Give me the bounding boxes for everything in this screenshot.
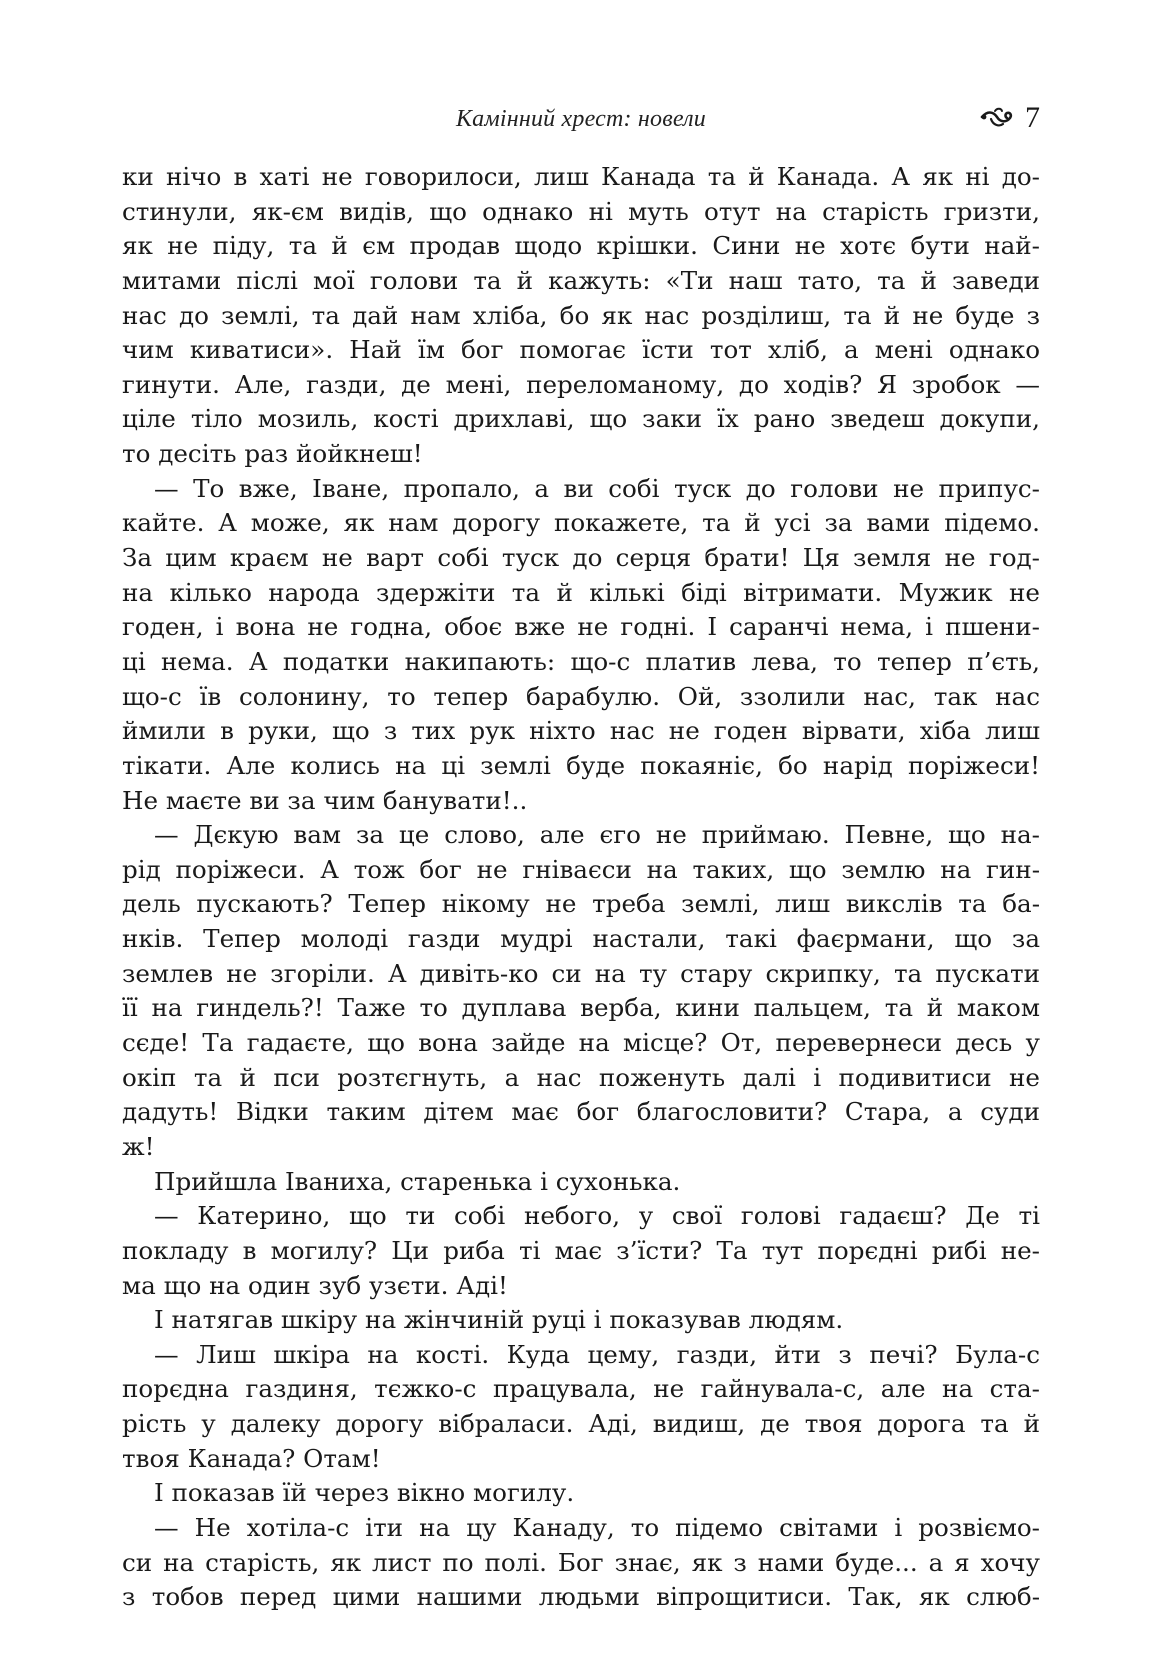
text-line: митами післі мої голови та й кажуть: «Ти наш тато, та й заведи	[122, 265, 1040, 295]
text-line: тікати. Але колись на ці землі буде покаяніє, бо нарід поріжеси!	[122, 750, 1040, 780]
text-line: нас до землі, та дай нам хліба, бо як нас розділиш, та й не буде з	[122, 300, 1040, 330]
text-line: За цим краєм не варт собі туск до серця брати! Ця земля не год-	[122, 543, 1040, 573]
text-line: Прийшла Іваниха, старенька і сухонька.	[154, 1166, 681, 1196]
text-line: — Лиш шкіра на кості. Куда цему, газди, йти з печі? Була-с	[154, 1339, 1040, 1369]
text-line: си на старість, як лист по полі. Бог знає, як з нами буде... а я хочу	[122, 1547, 1040, 1577]
text-line: годен, і вона не годна, обоє вже не годні. І саранчі нема, і пшени-	[122, 612, 1040, 642]
text-line: окіп та й пси розтєгнуть, а нас поженуть далі і подивитиси не	[122, 1062, 1040, 1092]
text-line: твоя Канада? Отам!	[122, 1443, 381, 1473]
text-line: сєде! Та гадаєте, що вона зайде на місце? От, перевернеси десь у	[122, 1028, 1040, 1058]
text-line: покладу в могилу? Ци риба ті має з’їсти? Та тут порєдні рибі не-	[122, 1235, 1040, 1265]
text-line: — То вже, Іване, пропало, а ви собі туск до голови не припус-	[154, 473, 1040, 503]
text-line: ма що на один зуб узєти. Аді!	[122, 1270, 508, 1300]
text-line: дель пускають? Тепер нікому не треба землі, лиш викслів та ба-	[122, 889, 1040, 919]
text-line: рість у далеку дорогу вібралаcи. Аді, видиш, де твоя дорога та й	[122, 1409, 1040, 1439]
text-line: порєдна газдиня, тєжко-с працувала, не гайнувала-с, але на ста-	[122, 1374, 1040, 1404]
flourish-ornament-icon	[979, 105, 1017, 131]
text-line: — Дєкую вам за це слово, але єго не приймаю. Певне, що на-	[154, 820, 1040, 850]
text-line: ціле тіло мозиль, кості дрихлаві, що заки їх рано зведеш докупи,	[122, 404, 1040, 434]
text-line: нків. Тепер молоді газди мудрі настали, такі фаєрмани, що за	[122, 924, 1040, 954]
text-line: то десіть раз йойкнеш!	[122, 439, 423, 469]
text-line: стинули, як-єм видів, що однако ні муть отут на старість гризти,	[122, 196, 1040, 226]
text-line: Не маєте ви за чим банувати!..	[122, 785, 528, 815]
text-line: гинути. Але, газди, де мені, переломаному, до ходів? Я зробок —	[122, 369, 1040, 399]
text-line: ки нічо в хаті не говорилоси, лиш Канада та й Канада. А як ні до-	[122, 162, 1040, 191]
text-line: кайте. А може, як нам дорогу покажете, та й усі за вами підемо.	[122, 508, 1040, 538]
text-line: — Катерино, що ти собі небого, у свої голові гадаєш? Де ті	[154, 1201, 1040, 1231]
text-line: її на гиндель?! Таже то дуплава верба, кини пальцем, та й маком	[122, 993, 1040, 1023]
running-title: Камінний хрест: новели	[456, 106, 706, 132]
page-number: 7	[1025, 101, 1040, 134]
text-line: І показав їй через вікно могилу.	[154, 1478, 575, 1508]
text-line: — Не хотіла-с іти на цу Канаду, то підемо світами і розвіємо-	[154, 1512, 1040, 1542]
text-line: землев не згоріли. А дивіть-ко си на ту стару скрипку, та пускати	[122, 958, 1040, 988]
text-line: як не піду, та й єм продав щодо крішки. Сини не хотє бути най-	[122, 231, 1040, 261]
text-line: на кілько народа здержіти та й кількі біді вітримати. Мужик не	[122, 577, 1040, 607]
text-line: ймили в руки, що з тих рук ніхто нас не годен вірвати, хіба лиш	[122, 716, 1040, 746]
text-line: І натягав шкіру на жінчиній руці і показував людям.	[154, 1305, 844, 1335]
text-line: з тобов перед цими нашими людьми віпрощитиси. Так, як слюб-	[122, 1582, 1040, 1612]
page-header	[122, 100, 1040, 140]
text-line: рід поріжеси. А тож бог не гніваєси на таких, що землю на гин-	[122, 854, 1040, 884]
body-text	[122, 160, 1040, 1615]
text-line: ці нема. А податки накипають: що-с платив лева, то тепер п’єть,	[122, 646, 1040, 676]
text-line: що-с їв солонину, то тепер барабулю. Ой, ззолили нас, так нас	[122, 681, 1040, 711]
text-line: ж!	[122, 1131, 155, 1161]
text-line: дадуть! Відки таким дітем має бог благословити? Стара, а суди	[122, 1097, 1040, 1127]
text-line: чим киватиси». Най їм бог помогає їсти тот хліб, а мені однако	[122, 335, 1040, 365]
page-number-block	[979, 100, 1040, 136]
